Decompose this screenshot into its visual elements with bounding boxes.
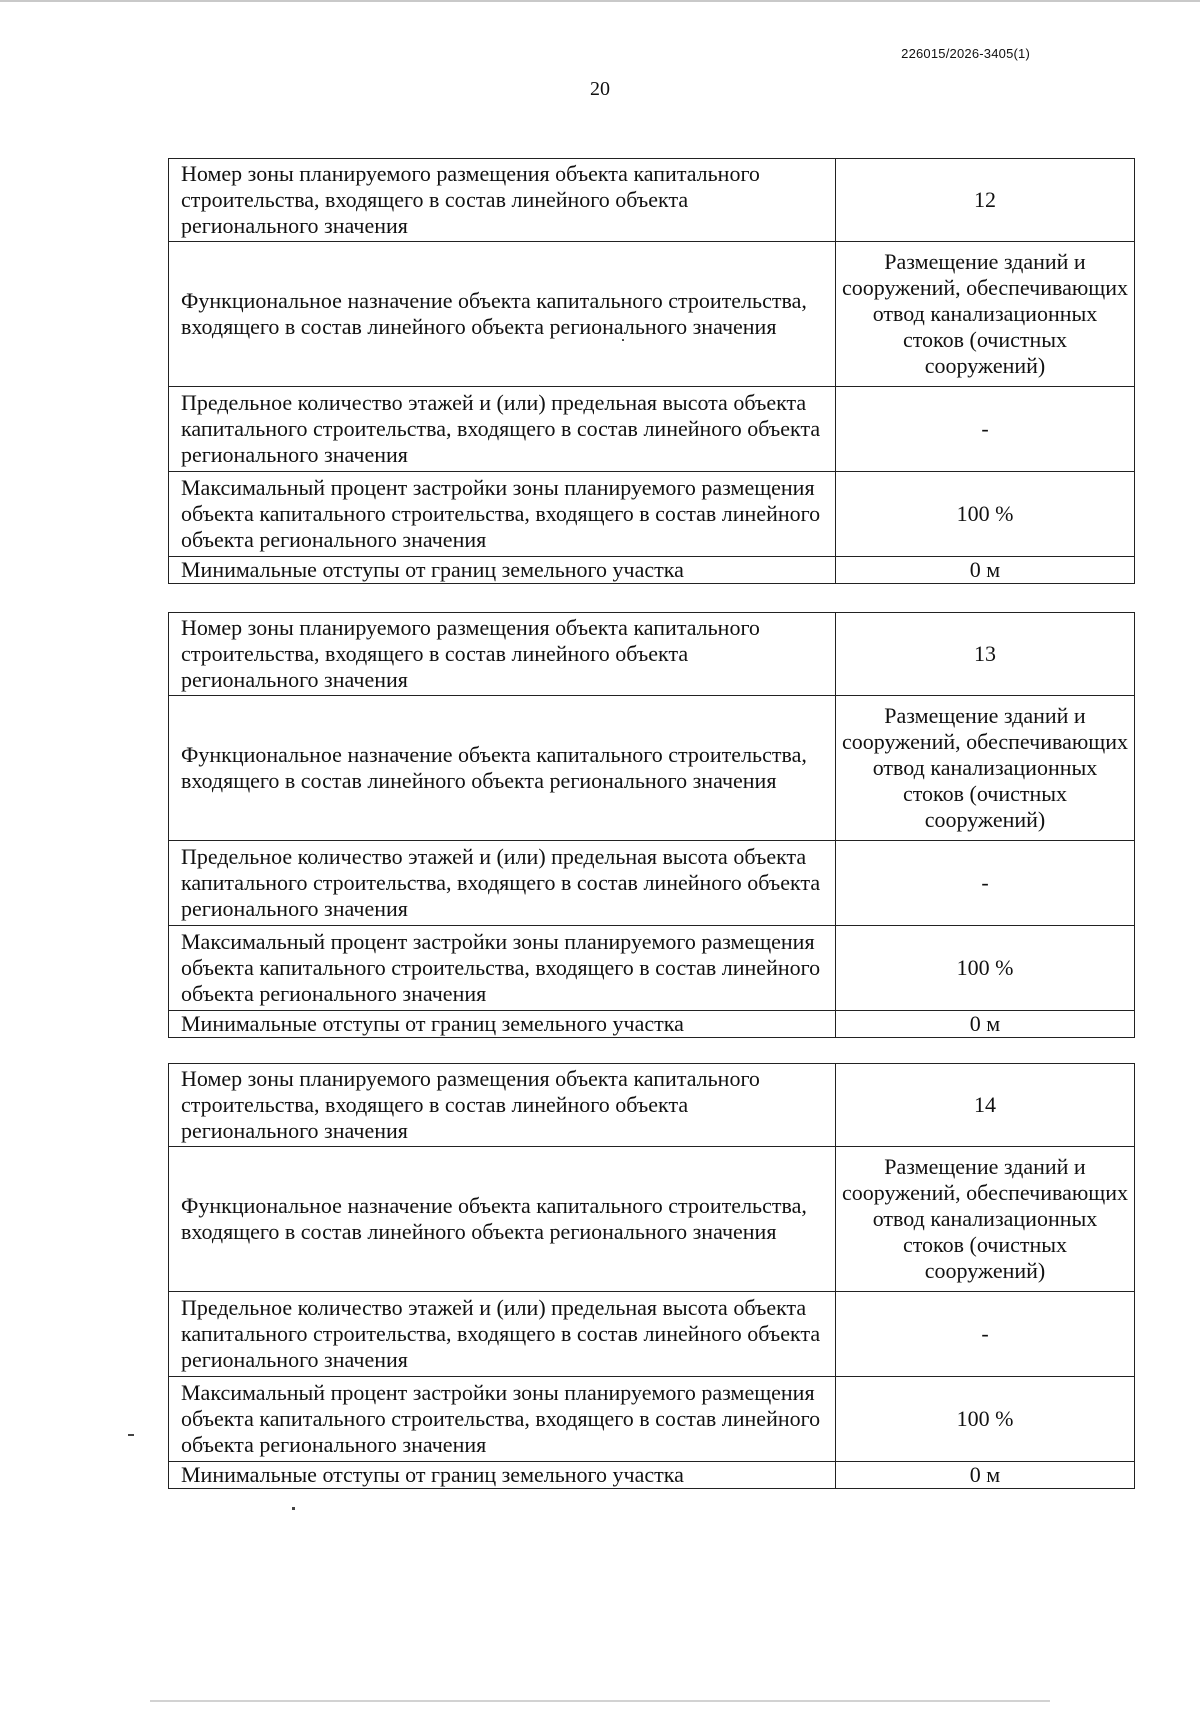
build-percent-label: Максимальный процент застройки зоны планируемого размещения объекта капитального строительства, входящего в состав линейного объекта регионального значения bbox=[169, 472, 836, 557]
document-registration-number: 226015/2026-3405(1) bbox=[901, 46, 1030, 61]
scan-edge-bottom bbox=[150, 1700, 1050, 1702]
table-row-floors bbox=[169, 841, 1135, 926]
build-percent-label: Максимальный процент застройки зоны планируемого размещения объекта капитального строительства, входящего в состав линейного объекта регионального значения bbox=[169, 1377, 836, 1462]
build-percent-value: 100 % bbox=[836, 1377, 1135, 1462]
table-row-function bbox=[169, 696, 1135, 841]
setback-label: Минимальные отступы от границ земельного участка bbox=[169, 1462, 836, 1489]
zone-number-value: 12 bbox=[836, 159, 1135, 242]
build-percent-value: 100 % bbox=[836, 926, 1135, 1011]
table-row-zone-number bbox=[169, 1064, 1135, 1147]
function-value: Размещение зданий и сооружений, обеспечивающих отвод канализационных стоков (очистных сооружений) bbox=[836, 696, 1135, 841]
build-percent-label: Максимальный процент застройки зоны планируемого размещения объекта капитального строительства, входящего в состав линейного объекта регионального значения bbox=[169, 926, 836, 1011]
setback-label: Минимальные отступы от границ земельного участка bbox=[169, 557, 836, 584]
function-label: Функциональное назначение объекта капитального строительства, входящего в состав линейного объекта регионального значения bbox=[169, 1147, 836, 1292]
build-percent-value: 100 % bbox=[836, 472, 1135, 557]
table-row-floors bbox=[169, 387, 1135, 472]
table-row-setback bbox=[169, 557, 1135, 584]
table-row-function bbox=[169, 1147, 1135, 1292]
scan-speck bbox=[128, 1434, 134, 1436]
zone-number-label: Номер зоны планируемого размещения объекта капитального строительства, входящего в состав линейного объекта регионального значения bbox=[169, 613, 836, 696]
floors-value: - bbox=[836, 841, 1135, 926]
table-row-setback bbox=[169, 1011, 1135, 1038]
scan-speck bbox=[292, 1507, 295, 1510]
function-label: Функциональное назначение объекта капитального строительства, входящего в состав линейного объекта регионального значения bbox=[169, 242, 836, 387]
setback-value: 0 м bbox=[836, 1011, 1135, 1038]
table-row-floors bbox=[169, 1292, 1135, 1377]
function-value: Размещение зданий и сооружений, обеспечивающих отвод канализационных стоков (очистных сооружений) bbox=[836, 1147, 1135, 1292]
setback-value: 0 м bbox=[836, 1462, 1135, 1489]
page-number: 20 bbox=[590, 78, 610, 100]
floors-value: - bbox=[836, 387, 1135, 472]
zone-number-value: 14 bbox=[836, 1064, 1135, 1147]
floors-label: Предельное количество этажей и (или) предельная высота объекта капитального строительства, входящего в состав линейного объекта регионального значения bbox=[169, 1292, 836, 1377]
zone-number-label: Номер зоны планируемого размещения объекта капитального строительства, входящего в состав линейного объекта регионального значения bbox=[169, 159, 836, 242]
table-row-function bbox=[169, 242, 1135, 387]
zone-number-value: 13 bbox=[836, 613, 1135, 696]
floors-label: Предельное количество этажей и (или) предельная высота объекта капитального строительства, входящего в состав линейного объекта регионального значения bbox=[169, 387, 836, 472]
setback-label: Минимальные отступы от границ земельного участка bbox=[169, 1011, 836, 1038]
function-label: Функциональное назначение объекта капитального строительства, входящего в состав линейного объекта регионального значения bbox=[169, 696, 836, 841]
zone-parameters-table bbox=[168, 1063, 1135, 1489]
table-row-zone-number bbox=[169, 159, 1135, 242]
scan-speck bbox=[622, 339, 624, 341]
floors-label: Предельное количество этажей и (или) предельная высота объекта капитального строительства, входящего в состав линейного объекта регионального значения bbox=[169, 841, 836, 926]
setback-value: 0 м bbox=[836, 557, 1135, 584]
zone-parameters-table bbox=[168, 612, 1135, 1038]
zone-number-label: Номер зоны планируемого размещения объекта капитального строительства, входящего в состав линейного объекта регионального значения bbox=[169, 1064, 836, 1147]
table-row-build-percent bbox=[169, 926, 1135, 1011]
zone-parameters-table bbox=[168, 158, 1135, 584]
table-row-build-percent bbox=[169, 472, 1135, 557]
floors-value: - bbox=[836, 1292, 1135, 1377]
function-value: Размещение зданий и сооружений, обеспечивающих отвод канализационных стоков (очистных сооружений) bbox=[836, 242, 1135, 387]
table-row-build-percent bbox=[169, 1377, 1135, 1462]
table-row-zone-number bbox=[169, 613, 1135, 696]
scan-edge-top bbox=[0, 0, 1200, 2]
table-row-setback bbox=[169, 1462, 1135, 1489]
